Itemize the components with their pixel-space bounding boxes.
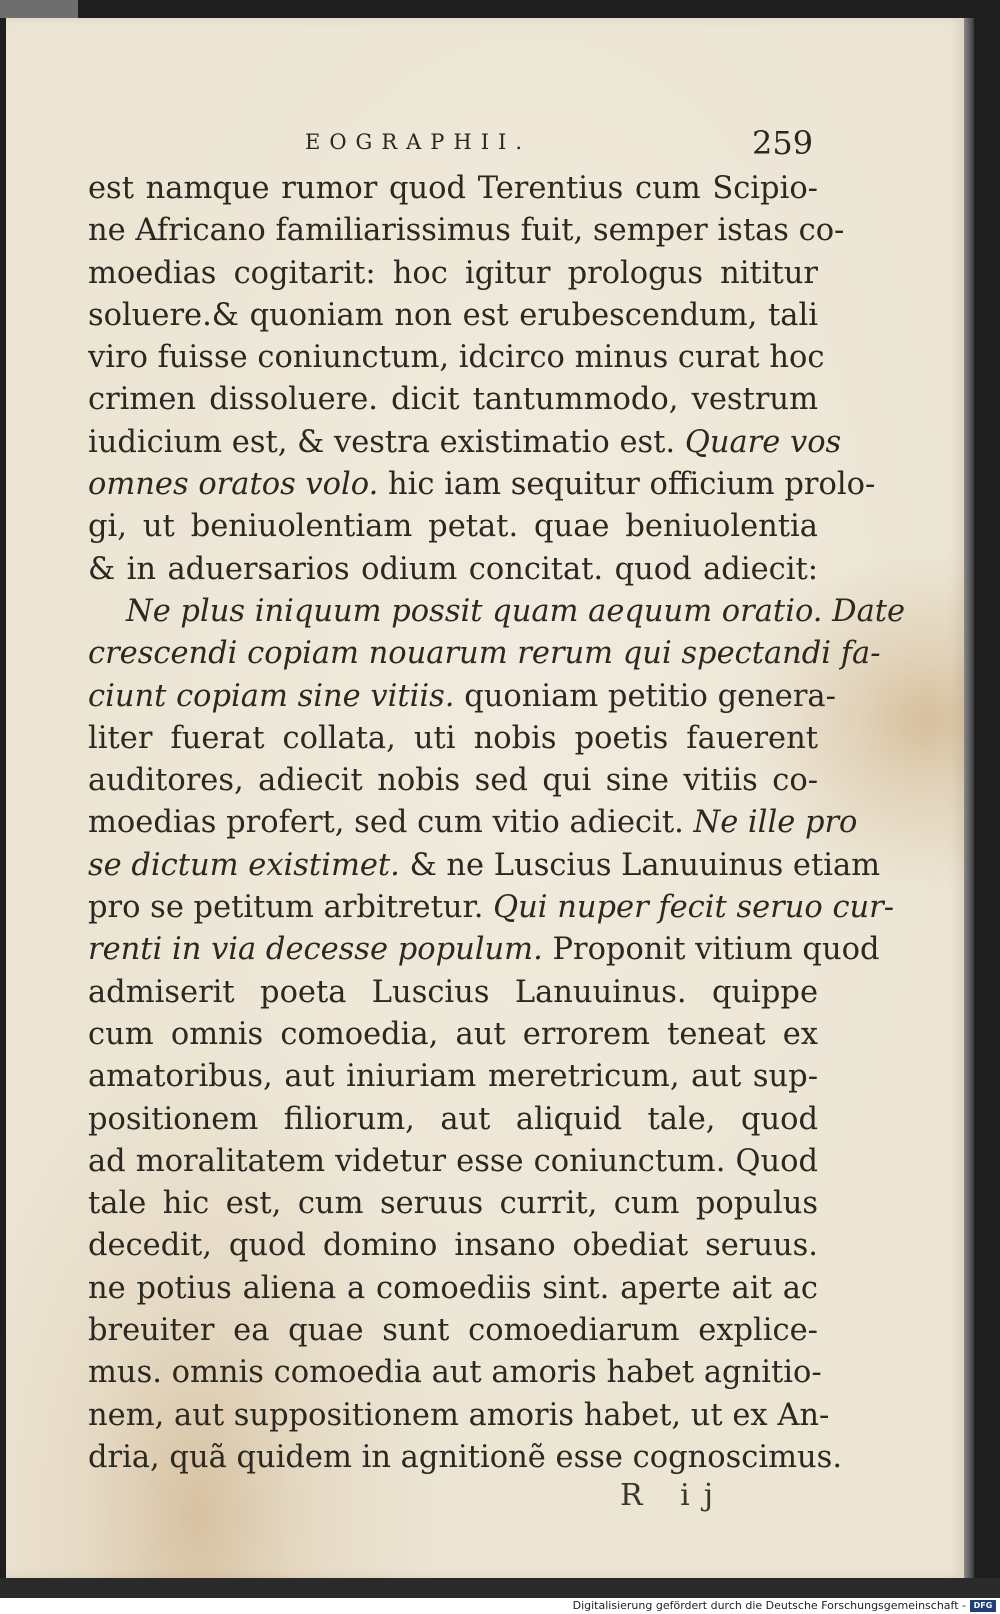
text-line — [88, 760, 818, 802]
text-line — [88, 1014, 818, 1056]
italic-text-segment: Quare vos — [684, 424, 842, 460]
text-segment: pro se petitum arbitretur. — [88, 890, 494, 926]
text-segment: liter fuerat collata, uti nobis poetis fauerent — [88, 720, 818, 756]
italic-text-segment: se dictum existimet. — [88, 847, 400, 883]
text-segment: mus. omnis comoedia aut amoris habet agnitio- — [88, 1355, 822, 1391]
scan-corner-mark — [0, 0, 78, 18]
italic-text-segment: Ne ille pro — [693, 805, 858, 841]
text-segment: iudicium est, & vestra existimatio est. — [88, 424, 685, 460]
text-segment: breuiter ea quae sunt comoediarum explice- — [88, 1313, 818, 1349]
text-segment: quoniam petitio genera- — [454, 678, 836, 714]
scan-bottom-border — [0, 1578, 1000, 1598]
text-line — [88, 1225, 818, 1267]
text-segment: Proponit vitium quod — [542, 932, 880, 968]
text-line — [88, 1310, 818, 1352]
text-segment: & in aduersarios odium concitat. quod adiecit: — [88, 551, 818, 587]
page-number: 259 — [752, 124, 814, 162]
page-edge-shadow — [964, 18, 974, 1578]
text-segment: soluere.& quoniam non est erubescendum, tali — [88, 297, 818, 333]
text-line — [88, 1141, 818, 1183]
text-line — [88, 379, 818, 421]
running-head: EOGRAPHII. — [305, 130, 532, 154]
text-segment: decedit, quod domino insano obediat seruus. — [88, 1228, 818, 1264]
italic-text-segment: omnes oratos volo. — [88, 467, 379, 503]
italic-text-segment: crescendi copiam nouarum rerum qui spectandi fa- — [88, 636, 881, 672]
text-segment: hic iam sequitur officium prolo- — [378, 467, 876, 503]
text-segment: amatoribus, aut iniuriam meretricum, aut sup- — [88, 1059, 818, 1095]
text-line — [88, 1099, 818, 1141]
text-line — [88, 422, 842, 464]
text-line — [88, 337, 825, 379]
text-line — [88, 1352, 822, 1394]
text-line — [88, 506, 818, 548]
text-line — [88, 253, 818, 295]
text-line — [88, 464, 876, 506]
text-segment: tale hic est, cum seruus currit, cum populus — [88, 1186, 818, 1222]
dfg-logo-icon: DFG — [970, 1600, 996, 1612]
signature-mark: R ij — [620, 1478, 728, 1513]
text-line — [88, 1183, 818, 1225]
text-line — [88, 887, 895, 929]
italic-text-segment: renti in via decesse populum. — [88, 932, 543, 968]
text-segment: admiserit poeta Luscius Lanuuinus. quippe — [88, 974, 818, 1010]
digitization-credit: Digitalisierung gefördert durch die Deutsche Forschungsgemeinschaft - — [572, 1599, 966, 1612]
text-line — [88, 1395, 830, 1437]
text-line — [88, 168, 818, 210]
text-line — [88, 549, 818, 591]
text-line — [88, 210, 845, 252]
text-line — [88, 676, 836, 718]
text-segment: auditores, adiecit nobis sed qui sine vitiis co- — [88, 763, 818, 799]
text-line — [88, 802, 858, 844]
text-segment: dria, quã quidem in agnitionẽ esse cognoscimus. — [88, 1439, 843, 1475]
text-line — [88, 845, 881, 887]
text-segment: moedias profert, sed cum vitio adiecit. — [88, 805, 694, 841]
text-segment: ad moralitatem videtur esse coniunctum. Quod — [88, 1143, 818, 1179]
text-line — [88, 591, 906, 633]
text-line — [88, 929, 880, 971]
text-line — [88, 972, 818, 1014]
text-line — [88, 633, 881, 675]
text-segment: nem, aut suppositionem amoris habet, ut ex An- — [88, 1397, 830, 1433]
text-line — [88, 1056, 818, 1098]
text-line — [88, 295, 818, 337]
text-segment: est namque rumor quod Terentius cum Scipio- — [88, 171, 818, 206]
text-segment: ne potius aliena a comoediis sint. aperte ait ac — [88, 1270, 818, 1306]
text-segment: viro fuisse coniunctum, idcirco minus curat hoc — [88, 340, 825, 376]
text-segment: gi, ut beniuolentiam petat. quae beniuolentia — [88, 509, 818, 545]
text-segment: crimen dissoluere. dicit tantummodo, vestrum — [88, 382, 818, 418]
text-segment: positionem filiorum, aut aliquid tale, quod — [88, 1101, 818, 1137]
italic-text-segment: Qui nuper fecit seruo cur- — [493, 890, 895, 926]
text-segment: cum omnis comoedia, aut errorem teneat ex — [88, 1016, 818, 1052]
text-line — [88, 718, 818, 760]
italic-text-segment: Ne plus iniquum possit quam aequum oratio. Date — [126, 593, 906, 629]
text-line — [88, 1437, 843, 1479]
scan-top-border — [0, 0, 1000, 18]
text-line — [88, 1268, 818, 1310]
text-segment: moedias cogitarit: hoc igitur prologus nititur — [88, 255, 818, 291]
text-segment: ne Africano familiarissimus fuit, semper istas co- — [88, 213, 845, 249]
text-segment: & ne Luscius Lanuuinus etiam — [399, 847, 881, 883]
body-text — [88, 168, 906, 1479]
italic-text-segment: ciunt copiam sine vitiis. — [88, 678, 455, 714]
